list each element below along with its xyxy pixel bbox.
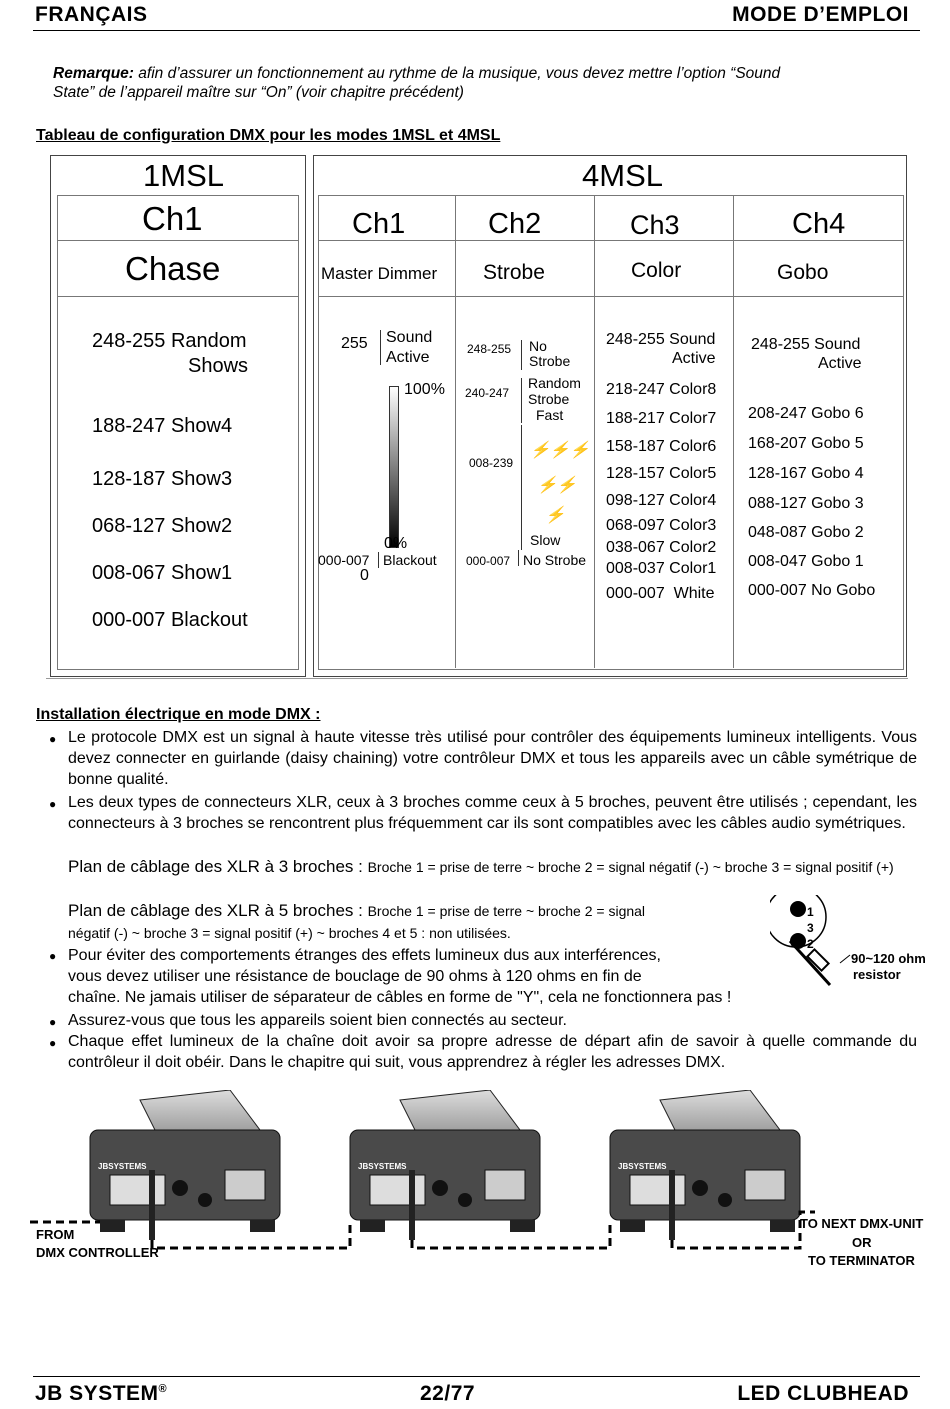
msl4-ch4-function: Gobo: [777, 261, 829, 284]
strobe-label: Strobe: [528, 391, 570, 407]
msl1-row: 000-007 Blackout: [92, 609, 248, 631]
dimmer-top-value: 255: [341, 335, 368, 352]
brand-label: JBSYSTEMS: [98, 1162, 147, 1171]
msl4-ch4: Ch4: [792, 208, 846, 240]
msl4-ch3-function: Color: [631, 259, 682, 282]
color-row: 000-007 White: [606, 585, 715, 602]
pin-1: 1: [807, 905, 814, 919]
dimmer-active: Active: [386, 349, 430, 366]
color-sound: 248-255 Sound: [606, 331, 716, 348]
install-bullet-3c: chaîne. Ne jamais utiliser de séparateur de câbles en forme de "Y", cela ne fonctionnera pas !: [68, 989, 732, 1006]
strobe-label: Random: [528, 375, 581, 391]
page-number: 22/77: [420, 1382, 476, 1405]
color-row: 008-037 Color1: [606, 560, 717, 577]
bolt-icon-medium: ⚡⚡: [537, 477, 577, 494]
install-title: Installation électrique en mode DMX :: [36, 706, 321, 723]
remark: [53, 64, 923, 102]
strobe-range: 240-247: [465, 386, 510, 400]
install-bullet-3a: Pour éviter des comportements étranges des effets lumineux dus aux interférences,: [68, 947, 661, 964]
plan-5pin-cont: négatif (-) ~ broche 3 = signal positif (+) ~ broches 4 et 5 : non utilisées.: [68, 925, 511, 941]
gobo-row: 008-047 Gobo 1: [748, 553, 864, 570]
gobo-row: 048-087 Gobo 2: [748, 524, 864, 541]
color-active: Active: [672, 350, 716, 367]
color-row: 218-247 Color8: [606, 381, 717, 398]
remark-label: Remarque:: [53, 65, 134, 82]
color-row: 188-217 Color7: [606, 410, 717, 427]
msl1-row-cont: Shows: [188, 355, 249, 377]
bullet-icon: ●: [49, 797, 57, 811]
msl1-mode: 1MSL: [143, 158, 224, 193]
strobe-label: No: [529, 338, 547, 354]
header-rule: [33, 30, 920, 31]
from-label-1: FROM: [36, 1227, 75, 1242]
dimmer-gradient-bar: [389, 386, 399, 548]
msl1-row: 188-247 Show4: [92, 415, 233, 437]
bolt-icon-slow: ⚡: [545, 507, 565, 524]
install-bullet-3b: vous devez utiliser une résistance de bouclage de 90 ohms à 120 ohms en fin de: [68, 968, 642, 985]
gobo-sound: 248-255 Sound: [751, 336, 861, 353]
color-row: 098-127 Color4: [606, 492, 717, 509]
gobo-row: 168-207 Gobo 5: [748, 435, 864, 452]
msl4-ch2-function: Strobe: [483, 261, 545, 284]
gobo-row: 128-167 Gobo 4: [748, 465, 864, 482]
to-label-2: OR: [852, 1235, 872, 1250]
gobo-row: 208-247 Gobo 6: [748, 405, 864, 422]
header-right: MODE D’EMPLOI: [732, 3, 909, 26]
remark-line2: State” de l’appareil maître sur “On” (voir chapitre précédent): [53, 84, 464, 101]
msl4-mode: 4MSL: [582, 158, 663, 193]
install-bullet-4: Assurez-vous que tous les appareils soient bien connectés au secteur.: [68, 1012, 567, 1029]
msl4-ch3: Ch3: [630, 210, 680, 240]
gobo-row: 000-007 No Gobo: [748, 582, 876, 599]
header-left: FRANÇAIS: [35, 3, 148, 26]
color-row: 128-157 Color5: [606, 465, 717, 482]
footer-product: LED CLUBHEAD: [737, 1382, 909, 1405]
install-bullet-1: Le protocole DMX est un signal à haute vitesse très utilisé pour contrôler des équipements lumineux intelligents. Vous devez connecter en guirlande (daisy chaining) votre contrôleur DMX et tous les appareils avec un câble symétrique de bonne qualité.: [68, 729, 917, 788]
to-label-1: TO NEXT DMX-UNIT: [800, 1216, 924, 1231]
bullet-icon: ●: [49, 1015, 57, 1029]
resistor-label-1: 90~120 ohm: [851, 951, 926, 966]
strobe-label: Fast: [536, 407, 564, 423]
gobo-active: Active: [818, 355, 862, 372]
dimmer-100: 100%: [404, 381, 445, 398]
msl1-row: 068-127 Show2: [92, 515, 233, 537]
dimmer-sound: Sound: [386, 329, 433, 346]
pin-2: 2: [807, 937, 814, 951]
brand-label: JBSYSTEMS: [618, 1162, 667, 1171]
color-row: 068-097 Color3: [606, 517, 717, 534]
plan-5pin: Plan de câblage des XLR à 5 broches : Broche 1 = prise de terre ~ broche 2 = signal: [68, 901, 646, 920]
remark-line1: afin d’assurer un fonctionnement au rythme de la musique, vous devez mettre l’option “Sound: [133, 65, 781, 82]
from-label-2: DMX CONTROLLER: [36, 1245, 159, 1260]
msl1-row: 008-067 Show1: [92, 562, 233, 584]
msl4-ch1-function: Master Dimmer: [321, 264, 438, 283]
strobe-range: 000-007: [466, 554, 511, 568]
footer-rule: [33, 1376, 920, 1377]
footer-brand: JB SYSTEM®: [35, 1382, 168, 1405]
strobe-label: No Strobe: [523, 552, 587, 568]
daisy-chain-diagram: [30, 1090, 930, 1280]
resistor-label-2: resistor: [853, 967, 901, 982]
gobo-row: 088-127 Gobo 3: [748, 495, 864, 512]
table-title: Tableau de configuration DMX pour les modes 1MSL et 4MSL: [36, 127, 501, 144]
bullet-icon: ●: [49, 949, 57, 963]
bullet-icon: ●: [49, 1036, 57, 1050]
color-row: 158-187 Color6: [606, 438, 717, 455]
bullet-icon: ●: [49, 732, 57, 746]
pin-3: 3: [807, 921, 814, 935]
install-bullet-5: Chaque effet lumineux de la chaîne doit avoir sa propre adresse de départ afin de savoir à quelle commande du contrôleur il doit obéir. Dans le chapitre qui suit, vous apprendrez à régler les adresses DMX.: [68, 1033, 917, 1071]
brand-label: JBSYSTEMS: [358, 1162, 407, 1171]
strobe-label: Strobe: [529, 353, 571, 369]
bolt-icon-fast: ⚡⚡⚡: [530, 442, 590, 459]
install-bullet-2: Les deux types de connecteurs XLR, ceux à 3 broches comme ceux à 5 broches, peuvent être utilisés ; cependant, les connecteurs à 3 broches se rencontrent plus fréquemment car ils sont compatibles avec les câbles audio symétriques.: [68, 794, 917, 832]
msl1-channel: Ch1: [142, 200, 203, 237]
dimmer-blackout: Blackout: [383, 552, 437, 568]
strobe-range: 248-255: [467, 342, 512, 356]
plan-3pin: Plan de câblage des XLR à 3 broches : Broche 1 = prise de terre ~ broche 2 = signal négatif (-) ~ broche 3 = signal positif (+): [68, 857, 894, 876]
strobe-slow: Slow: [530, 532, 561, 548]
msl4-ch2: Ch2: [488, 208, 542, 240]
dimmer-bottom-range: 000-007: [318, 552, 370, 568]
msl1-row: 248-255 Random: [92, 330, 247, 352]
msl1-row: 128-187 Show3: [92, 468, 233, 490]
msl1-function: Chase: [125, 250, 221, 287]
to-label-3: TO TERMINATOR: [808, 1253, 915, 1268]
color-row: 038-067 Color2: [606, 539, 717, 556]
msl4-ch1: Ch1: [352, 208, 406, 240]
dimmer-0pct: 0%: [384, 535, 408, 552]
dimmer-zero: 0: [360, 567, 369, 584]
strobe-range: 008-239: [469, 456, 514, 470]
